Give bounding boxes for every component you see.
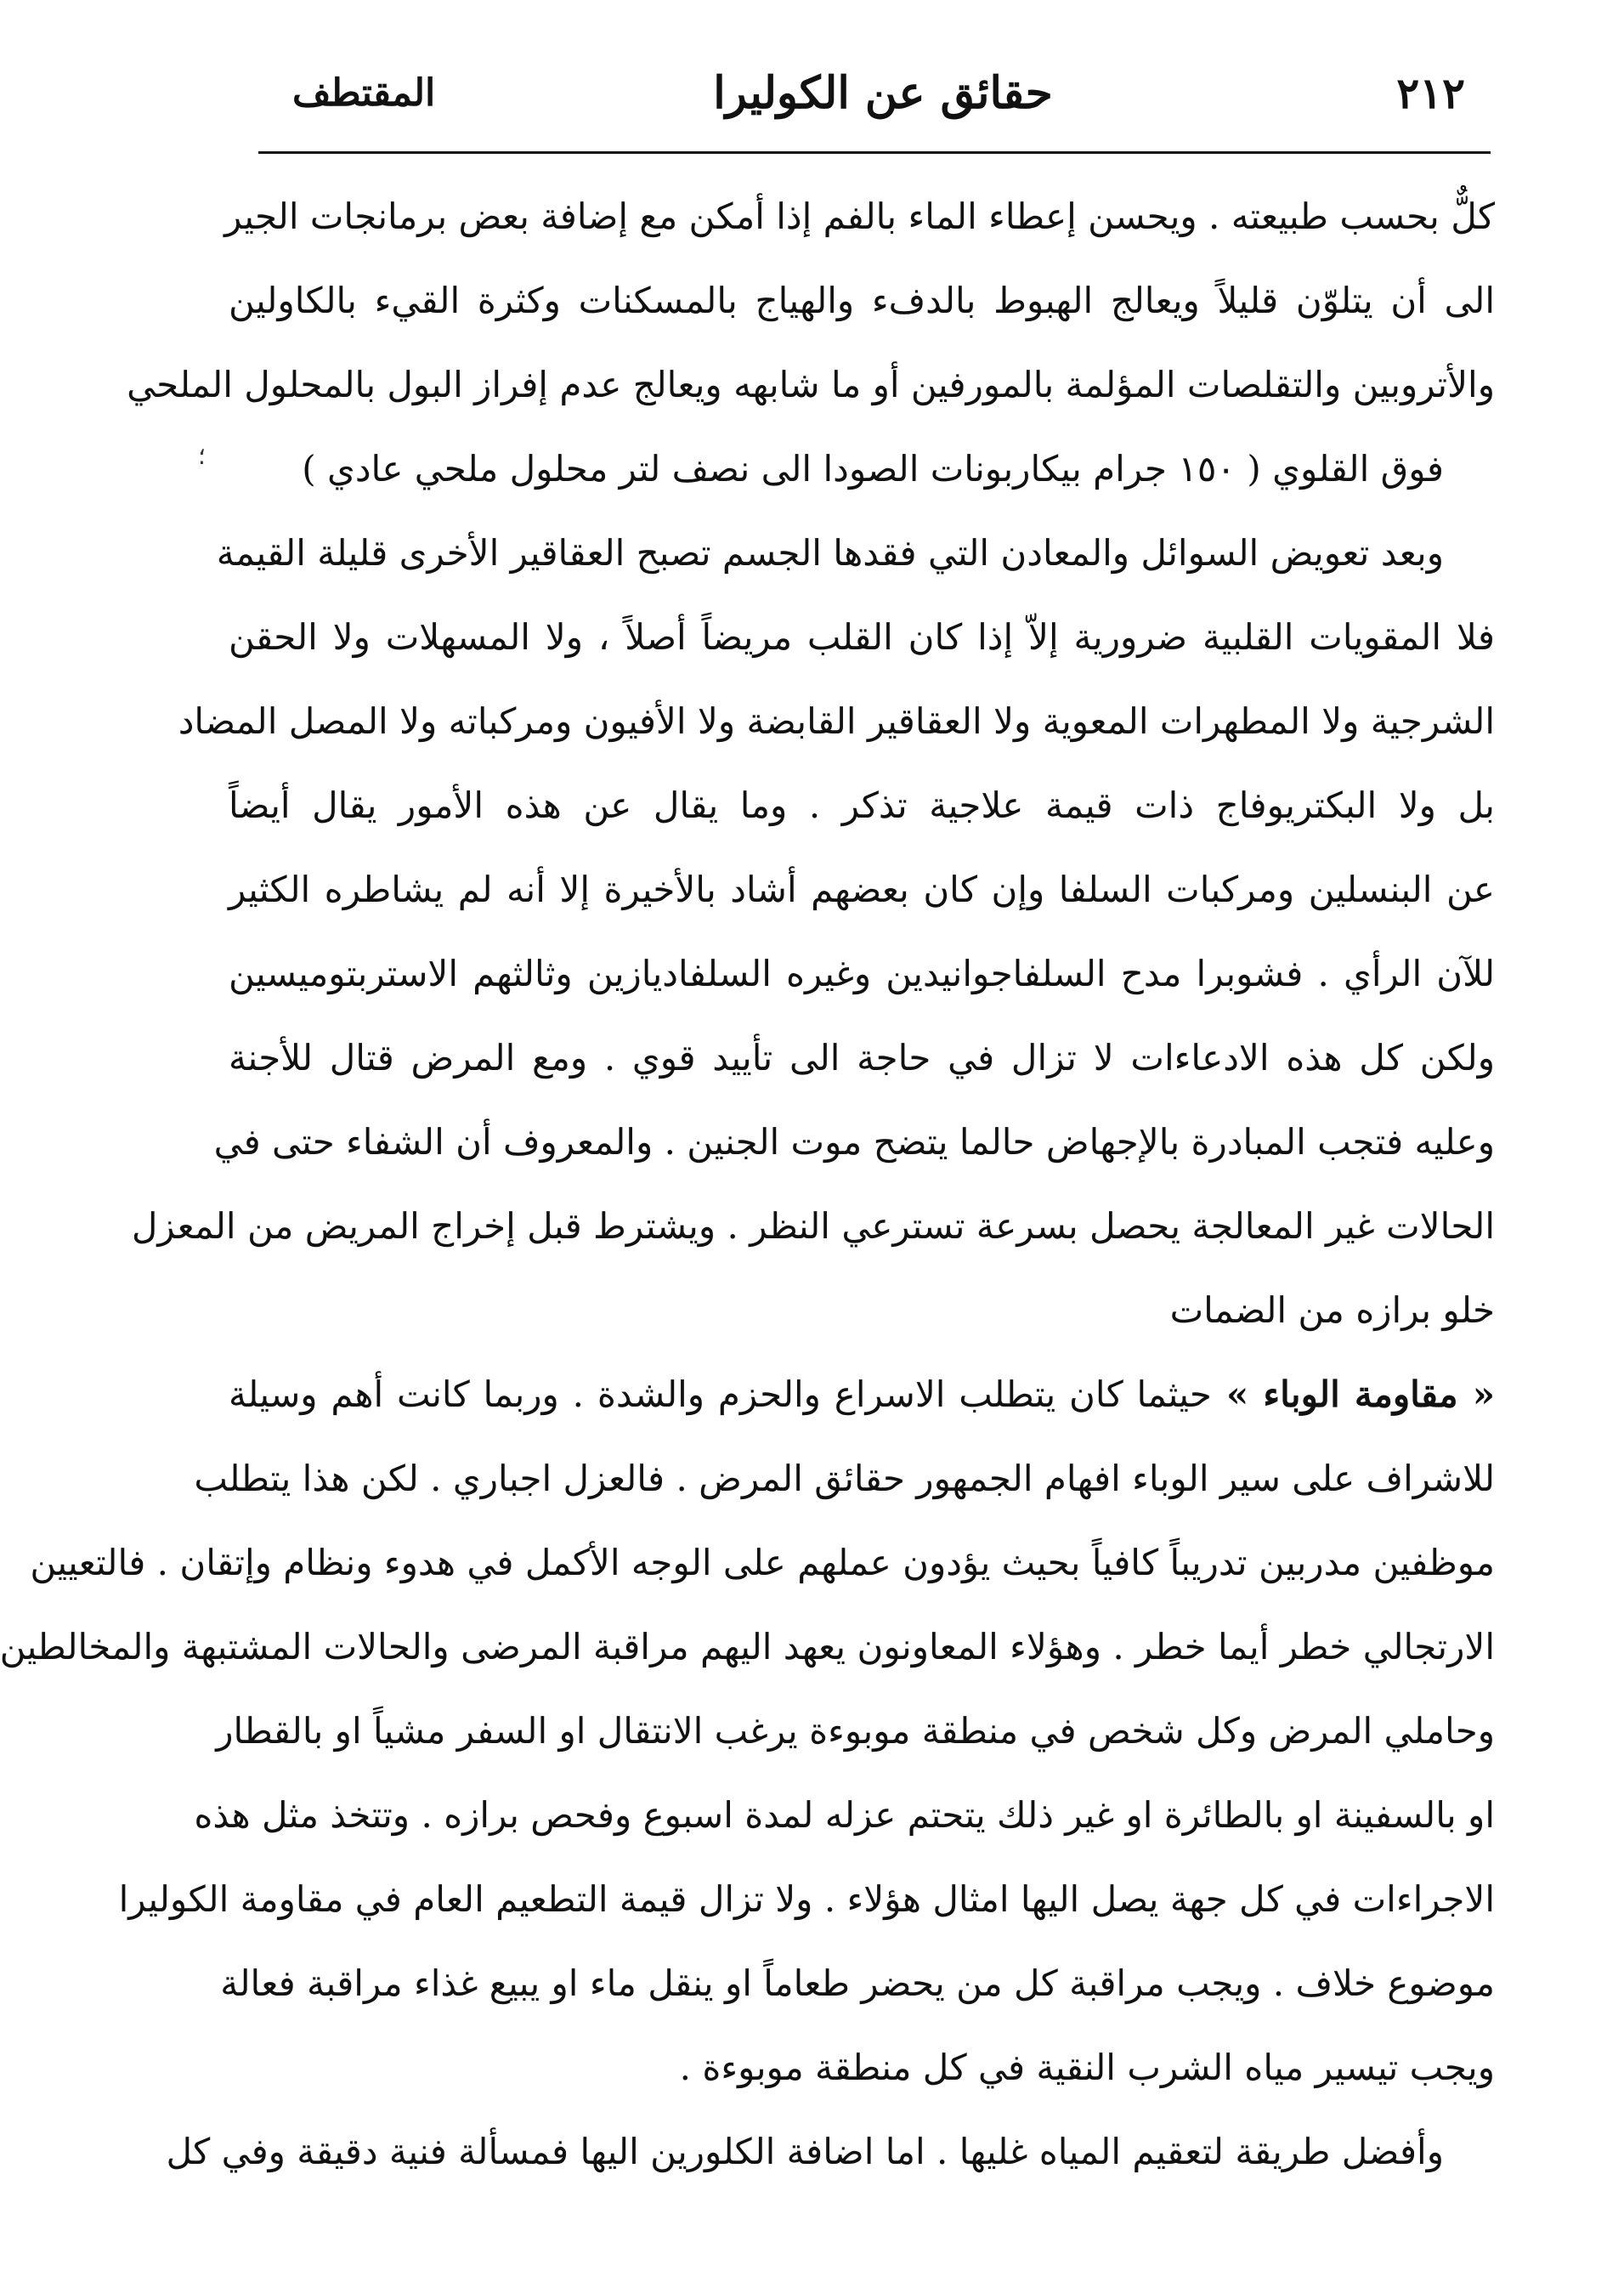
text-line: وأفضل طريقة لتعقيم المياه غليها . اما اضافة الكلورين اليها فمسألة فنية دقيقة وفي كل xyxy=(166,2131,1444,2172)
heading-close-mark: » xyxy=(1211,1373,1264,1415)
text-line: الشرجية ولا المطهرات المعوية ولا العقاقير القابضة ولا الأفيون ومركباته ولا المصل المضاد xyxy=(178,700,1495,742)
text-line: او بالسفينة او بالطائرة او غير ذلك يتحتم عزله لمدة اسبوع وفحص برازه . وتتخذ مثل هذه xyxy=(194,1794,1495,1836)
body-text xyxy=(0,174,1496,2194)
text-line: فوق القلوي ( ١٥٠ جرام بيكاربونات الصودا الى نصف لتر محلول ملحي عادي ) xyxy=(302,448,1444,490)
text-line: وعليه فتجب المبادرة بالإجهاض حالما يتضح موت الجنين . والمعروف أن الشفاء حتى في xyxy=(213,1121,1495,1163)
header-divider xyxy=(258,151,1491,154)
text-line: للاشراف على سير الوباء افهام الجمهور حقائق المرض . فالعزل اجباري . لكن هذا يتطلب xyxy=(194,1458,1495,1499)
text-line: الى أن يتلوّن قليلاً ويعالج الهبوط بالدفء والهياج بالمسكنات وكثرة القيء بالكاولين xyxy=(229,280,1495,321)
text-line xyxy=(229,1352,1495,1436)
text-line: موظفين مدربين تدريباً كافياً بحيث يؤدون عملهم على الوجه الأكمل في هدوء ونظام وإتقان . فالتعيين xyxy=(30,1542,1495,1583)
page-number: ٢١٢ xyxy=(1396,68,1465,118)
journal-name: المقتطف xyxy=(292,71,436,115)
text-line: موضوع خلاف . ويجب مراقبة كل من يحضر طعاماً او ينقل ماء او يبيع غذاء مراقبة فعالة xyxy=(220,1962,1495,2004)
heading-open-mark: « xyxy=(1457,1373,1496,1415)
paragraph-other-drugs xyxy=(131,511,1495,1352)
text-line: الاجراءات في كل جهة يصل اليها امثال هؤلاء . ولا تزال قيمة التطعيم العام في مقاومة الكوليرا xyxy=(118,1878,1495,1920)
paragraph-epidemic-control xyxy=(0,1352,1496,2109)
text-line: وحاملي المرض وكل شخص في منطقة موبوءة يرغب الانتقال او السفر مشياً او بالقطار xyxy=(216,1710,1495,1752)
text-line: كلٌّ بحسب طبيعته . ويحسن إعطاء الماء بالفم إذا أمكن مع إضافة بعض برمانجات الجير xyxy=(224,195,1495,237)
text-line: الحالات غير المعالجة يحصل بسرعة تسترعي النظر . ويشترط قبل إخراج المريض من المعزل xyxy=(131,1205,1495,1247)
text-line: فلا المقويات القلبية ضرورية إلاّ إذا كان القلب مريضاً أصلاً ، ولا المسهلات ولا الحقن xyxy=(229,616,1495,658)
paragraph-treatment xyxy=(127,174,1495,511)
text-line: الارتجالي خطر أيما خطر . وهؤلاء المعاونون يعهد اليهم مراقبة المرضى والحالات المشتبهة والمخالطين xyxy=(0,1626,1495,1667)
margin-mark: ؛ xyxy=(198,442,206,470)
running-title: حقائق عن الكوليرا xyxy=(713,67,1053,119)
page-header xyxy=(284,59,1482,127)
text-line: بل ولا البكتريوفاج ذات قيمة علاجية تذكر . وما يقال عن هذه الأمور يقال أيضاً xyxy=(229,784,1495,826)
text-line: ولكن كل هذه الادعاءات لا تزال في حاجة الى تأييد قوي . ومع المرض قتال للأجنة xyxy=(229,1037,1495,1079)
text-line: خلو برازه من الضمات xyxy=(1169,1289,1495,1331)
paragraph-water-sterilization xyxy=(166,2109,1495,2194)
heading-line-text: حيثما كان يتطلب الاسراع والحزم والشدة . وربما كانت أهم وسيلة xyxy=(229,1373,1212,1415)
text-line: للآن الرأي . فشوبرا مدح السلفاجوانيدين وغيره السلفاديازين وثالثهم الاستربتوميسين xyxy=(229,953,1495,994)
text-line: وبعد تعويض السوائل والمعادن التي فقدها الجسم تصبح العقاقير الأخرى قليلة القيمة xyxy=(216,532,1444,574)
section-heading: مقاومة الوباء xyxy=(1263,1373,1458,1415)
text-line: والأتروبين والتقلصات المؤلمة بالمورفين أو ما شابهه ويعالج عدم إفراز البول بالمحلول الملحي xyxy=(127,364,1495,405)
text-line: ويجب تيسير مياه الشرب النقية في كل منطقة موبوءة . xyxy=(679,2047,1495,2088)
text-line: عن البنسلين ومركبات السلفا وإن كان بعضهم أشاد بالأخيرة إلا أنه لم يشاطره الكثير xyxy=(229,869,1495,910)
